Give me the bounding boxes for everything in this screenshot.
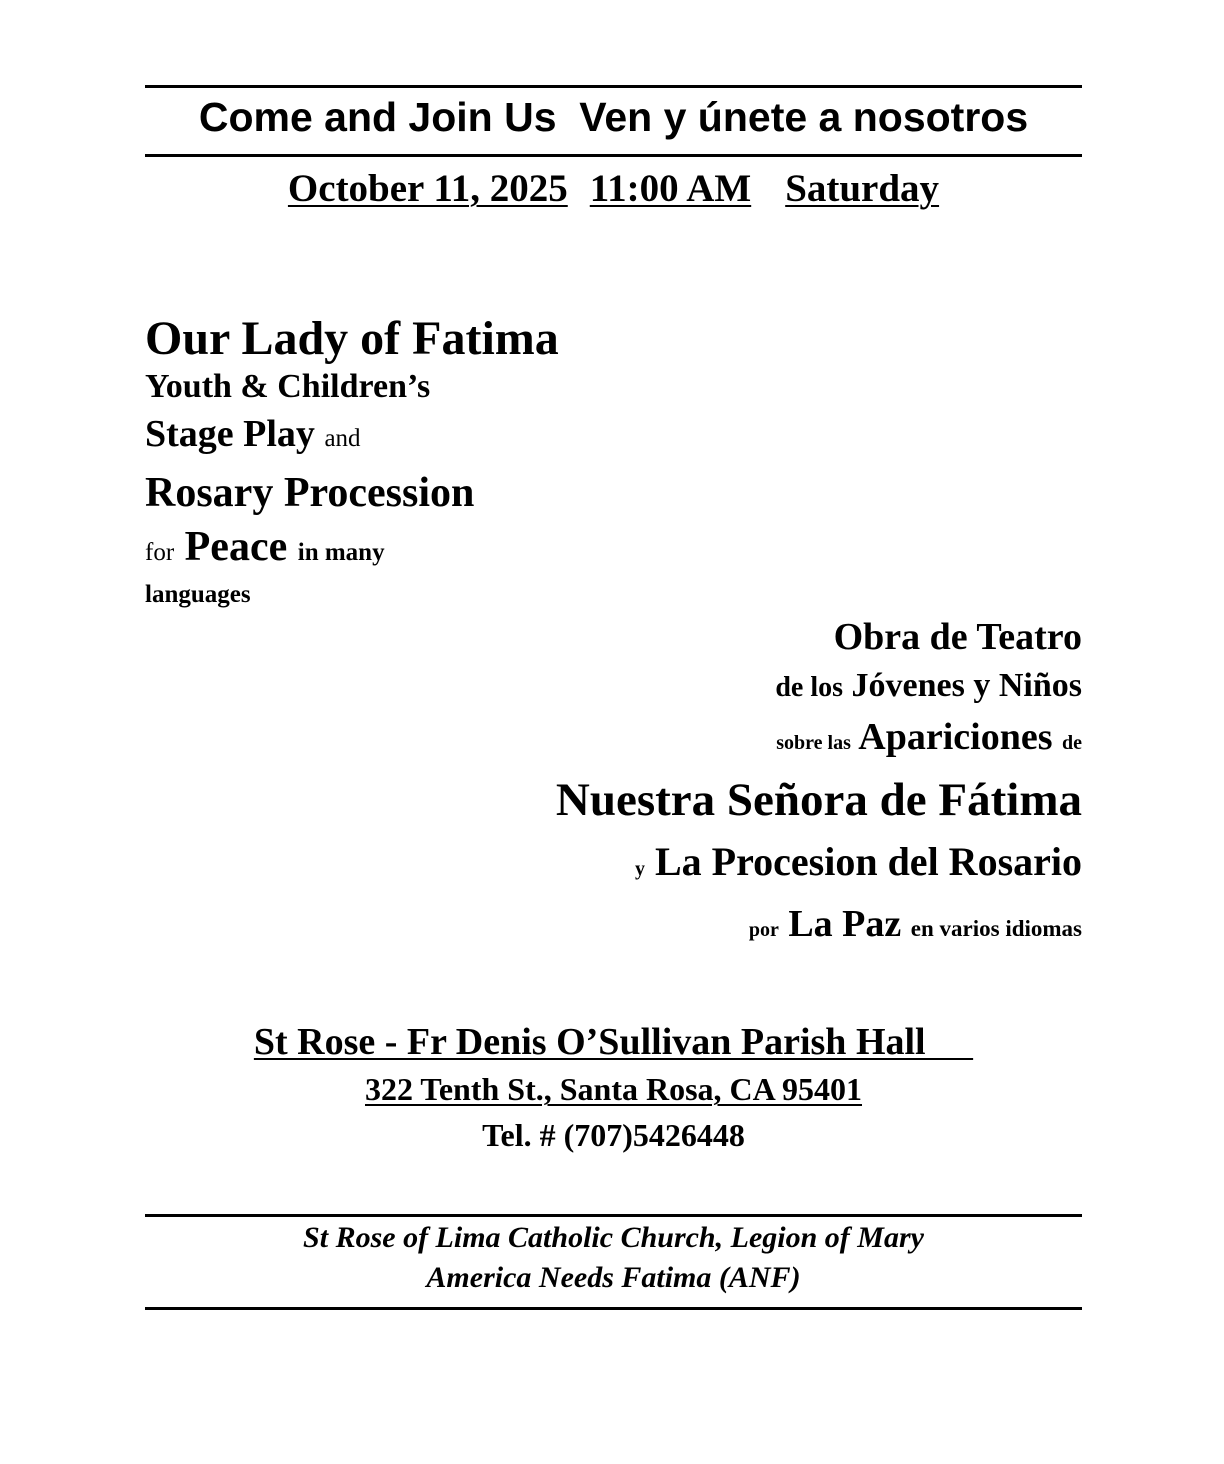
event-day: Saturday — [785, 167, 940, 210]
english-stage-play-line — [145, 408, 559, 465]
spanish-youth-line — [556, 662, 1082, 712]
procesion-text: La Procesion del Rosario — [654, 839, 1082, 884]
english-subtitle: Youth & Children’s — [145, 368, 431, 405]
la-paz-text: La Paz — [788, 903, 902, 945]
invitation-header: Come and Join Us Ven y únete a nosotros — [198, 94, 1029, 140]
spanish-apparitions-line — [556, 712, 1082, 768]
english-peace-line — [145, 521, 559, 579]
for-text: for — [145, 539, 175, 566]
footer-top-rule — [145, 1214, 1082, 1217]
y-text: y — [634, 858, 645, 880]
event-date: October 11, 2025 — [287, 167, 568, 210]
venue-name: St Rose - Fr Denis O’Sullivan Parish Hall — [253, 1021, 974, 1063]
peace-text: Peace — [184, 524, 288, 570]
event-time: 11:00 AM — [589, 167, 752, 210]
in-many-text: in many — [297, 539, 385, 566]
english-description — [145, 312, 559, 611]
event-date-line — [145, 166, 1082, 212]
header-bottom-rule — [145, 154, 1082, 157]
header-top-rule — [145, 85, 1082, 88]
venue-info — [145, 1018, 1082, 1158]
sobre-las-text: sobre las — [776, 732, 851, 754]
sponsors-footer — [145, 1218, 1082, 1298]
apariciones-text: Apariciones — [858, 716, 1053, 758]
spanish-title: Obra de Teatro — [833, 616, 1082, 658]
footer-bottom-rule — [145, 1307, 1082, 1310]
venue-address: 322 Tenth St., Santa Rosa, CA 95401 — [365, 1071, 862, 1107]
sponsor-line-1: St Rose of Lima Catholic Church, Legion of Mary — [303, 1221, 924, 1254]
sponsor-line-2: America Needs Fatima (ANF) — [426, 1261, 801, 1294]
venue-phone: Tel. # (707)5426448 — [482, 1117, 745, 1153]
varios-idiomas-text: en varios idiomas — [910, 916, 1082, 941]
spanish-procession-line — [556, 832, 1082, 899]
de-text: de — [1062, 732, 1082, 754]
spanish-main-title: Nuestra Señora de Fátima — [555, 774, 1082, 826]
stage-play-text: Stage Play — [145, 413, 315, 455]
jovenes-text: Jóvenes y Niños — [851, 667, 1082, 704]
de-los-text: de los — [775, 672, 844, 703]
spanish-description — [556, 612, 1082, 955]
english-procession-line: Rosary Procession — [145, 470, 475, 516]
english-languages-line: languages — [145, 581, 251, 608]
english-title: Our Lady of Fatima — [145, 312, 559, 365]
and-text: and — [324, 425, 361, 452]
spanish-peace-line — [556, 899, 1082, 955]
por-text: por — [748, 919, 779, 941]
